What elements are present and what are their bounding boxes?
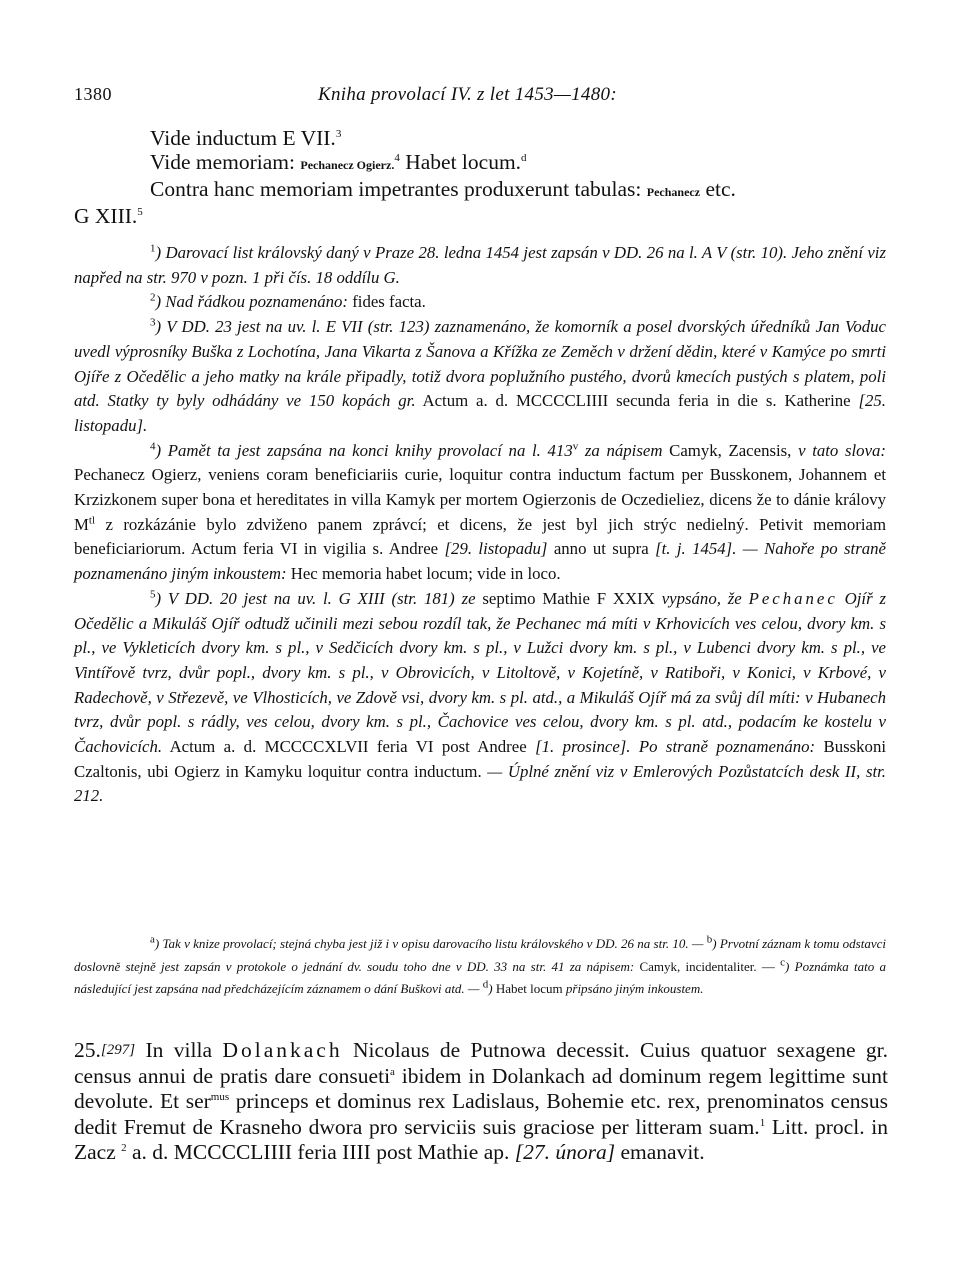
entry-text: Litt. procl. in Zacz	[74, 1114, 888, 1164]
footnote-ref: mus	[210, 1090, 230, 1103]
footnote-4	[74, 439, 886, 587]
footnote-text: za nápisem	[584, 440, 663, 460]
line-text: Vide memoriam:	[150, 150, 295, 174]
line-text: Contra hanc memoriam impetrantes produxerunt tabulas:	[150, 177, 642, 201]
footnote-number: 2	[150, 291, 156, 304]
footnote-letter: c	[780, 956, 786, 969]
footnote-text: ) Prvotní záznam k tomu odstavci doslovně stejně jest zapsán v protokole o jednání dv. soudu toho dne v DD. 33 na str. 41 za nápisem:	[74, 936, 886, 974]
footnote-text: Pechanec	[748, 588, 838, 608]
footnote-text: fides facta.	[352, 292, 426, 312]
footnote-text: ) V DD. 23 jest na uv. l. E VII (str. 123) zaznamenáno, že komorník a posel dvorských úředníků Jan Voduc uvedl výprosníky Buška z Lochotína, Jana Vikarta z Šanova a Křížka ze Zeměch v držení dědin, které v Kamýce po smrti Ojíře z Očedělic a jeho matky na krále připadly, totiž dvora poplužního pustého, dvorů kmecích pustých s platem, poli atd. Statky ty byly odhádány ve 150 kopách gr.	[74, 317, 886, 411]
footnote-number: 5	[150, 588, 156, 601]
line-text: G XIII.	[74, 204, 138, 228]
footnote-text: [25. listopadu].	[74, 391, 886, 435]
footnotes-lettered	[74, 933, 886, 1001]
main-line	[74, 177, 889, 204]
footnote-text: v	[572, 440, 579, 453]
footnotes-numbered	[74, 241, 886, 809]
footnote-text: —	[761, 958, 775, 974]
person-name: Pechanecz Ogierz.	[300, 158, 395, 172]
footnote-number: 3	[150, 316, 156, 329]
footnote-letter: a	[150, 933, 155, 946]
footnote-text: Camyk, Zacensis,	[669, 440, 792, 460]
line-text: etc.	[705, 177, 736, 201]
footnote-text: vypsáno, že	[661, 588, 742, 608]
main-line	[74, 204, 889, 228]
entry-number: 25.	[74, 1038, 101, 1062]
entry-text: ibidem in Dolankach ad dominum regem legittime sunt devolute. Et ser	[74, 1063, 889, 1113]
footnote-text: [29. listopadu]	[444, 539, 548, 559]
footnote-1	[74, 241, 886, 290]
person-name: Pechanecz	[646, 185, 701, 199]
footnote-text: Ojíř z Očedělic a Mikuláš Ojíř odtudž učinili mezi sebou rozdíl tak, že Pechanec má míti v Krhovicích ves celou, dvory km. s pl., ve Vykleticích dvory km. s pl., v Sedčicích dvory km. s pl., v Lužci dvory km. s pl., v Lubenci dvory km. s pl., ve Vintířově tvrz, dvůr popl., dvory km. s pl., v Obrovicích, v Litoltově, v Kojetíně, v Ratiboři, v Konici, v Krbové, v Radechově, v Střezevě, ve Vlhosticích, ve Zdově vsi, dvory km. s pl. atd., a Mikuláš Ojíř má za svůj díl míti: v Hubanech tvrz, dvůr popl. s rádly, ves celou, dvory km. s pl., Čachovice ves celou, dvory km. s pl. atd., podacím ke kostelu v Čachovicích.	[74, 588, 886, 757]
entry-text: emanavit.	[620, 1140, 705, 1164]
folio-reference: [297]	[100, 1042, 136, 1058]
footnote-text: Pechanecz Ogierz, veniens coram beneficiariis curie, loquitur contra inductum factum per Busskonem, Johannem et Krzizkonem super bona et hereditates in villa Kamyk per mortem Ogierzonis de Oczedieliez, dicens že to dánie královy M	[74, 465, 886, 534]
footnote-text: v tato slova:	[798, 440, 886, 460]
main-line	[74, 150, 889, 177]
page-header	[74, 84, 894, 108]
footnote-number: 4	[150, 440, 156, 453]
entry-text: Nicolaus de Putnowa decessit. Cuius quatuor sexagene gr. census annui de pratis dare consueti	[74, 1038, 889, 1088]
main-entry-lines	[74, 126, 889, 228]
footnote-letter: b	[706, 933, 713, 946]
footnote-ref: d	[521, 151, 527, 164]
footnote-text: [1. prosince]. Po straně poznamenáno:	[535, 737, 816, 757]
footnote-text: Habet locum	[495, 981, 563, 996]
footnote-text: ) Tak v knize provolací; stejná chyba jest již i v opisu darovacího listu královského v DD. 26 na str. 10. —	[154, 936, 704, 951]
footnote-text: z rozkázánie bylo zdviženo panem zprávcí; et dicens, že jest byl jich strýc nedielný. Petivit memoriam beneficiariorum. Actum feria VI in vigilia s. Andree	[74, 514, 886, 559]
entry-text: [27. února]	[514, 1140, 616, 1164]
footnote-ref: 1	[759, 1116, 766, 1129]
footnote-ref: 5	[137, 205, 143, 218]
line-text: Vide inductum E VII.	[150, 126, 336, 150]
line-text: Habet locum.	[405, 150, 522, 174]
page-number: 1380	[74, 84, 112, 104]
footnote-text: Busskoni Czaltonis, ubi Ogierz in Kamyku loquitur contra inductum.	[74, 737, 886, 781]
footnote-text: ) Pamět ta jest zapsána na konci knihy provolací na l. 413	[155, 440, 573, 460]
footnote-letter: d	[482, 978, 489, 991]
footnote-text: Hec memoria habet locum; vide in loco.	[290, 564, 561, 584]
footnote-text: )	[488, 981, 493, 996]
footnote-text: ) V DD. 20 jest na uv. l. G XIII (str. 181) ze	[155, 588, 476, 608]
footnote-ref: 4	[394, 151, 400, 164]
entry-25	[74, 1038, 888, 1166]
footnote-5	[74, 587, 886, 809]
footnote-text: [t. j. 1454]. — Nahoře po straně poznamenáno jiným inkoustem:	[74, 539, 886, 584]
footnote-text: — Úplné znění viz v Emlerových Pozůstatcích desk II, str. 212.	[74, 761, 886, 806]
footnote-text: ) Poznámka tato a následující jest zapsána nad předcházejícím záznamem o dání Buškovi atd. —	[74, 958, 887, 996]
footnote-text: Actum a. d. MCCCCLIIII secunda feria in die s. Katherine	[422, 391, 851, 411]
footnote-3	[74, 315, 886, 439]
footnote-text: ) Darovací list královský daný v Praze 28. ledna 1454 jest zapsán v DD. 26 na l. A V (str. 10). Jeho znění viz napřed na str. 970 v pozn. 1 při čís. 18 oddílu G.	[74, 243, 886, 287]
footnote-text: připsáno jiným inkoustem.	[565, 981, 704, 996]
footnote-text: Actum a. d. MCCCCXLVII feria VI post Andree	[169, 737, 527, 757]
entry-text: princeps et dominus rex Ladislaus, Bohemie etc. rex, prenominatos census dedit Fremut de Krasneho dwora pro serviciis suis graciose per litteram suam.	[74, 1089, 888, 1139]
footnote-ref: 2	[121, 1141, 127, 1154]
footnote-ref: 3	[335, 127, 342, 140]
entry-text: In villa	[145, 1038, 213, 1062]
main-line	[74, 126, 889, 150]
running-title: Kniha provolací IV. z let 1453—1480:	[318, 84, 617, 105]
footnote-text: tl	[88, 514, 96, 527]
footnote-a	[74, 933, 886, 1001]
footnote-number: 1	[150, 242, 156, 255]
footnote-ref: a	[390, 1065, 395, 1078]
entry-text: a. d. MCCCCLIIII feria IIII post Mathie ap.	[132, 1140, 510, 1164]
footnote-text: anno ut supra	[553, 539, 649, 559]
footnote-2	[74, 290, 886, 315]
place-name: Dolankach	[222, 1038, 343, 1062]
entry-paragraph	[74, 1038, 888, 1166]
footnote-text: septimo Mathie F XXIX	[482, 588, 655, 608]
footnote-text: Camyk, incidentaliter.	[639, 958, 757, 974]
footnote-text: ) Nad řádkou poznamenáno:	[155, 292, 349, 312]
